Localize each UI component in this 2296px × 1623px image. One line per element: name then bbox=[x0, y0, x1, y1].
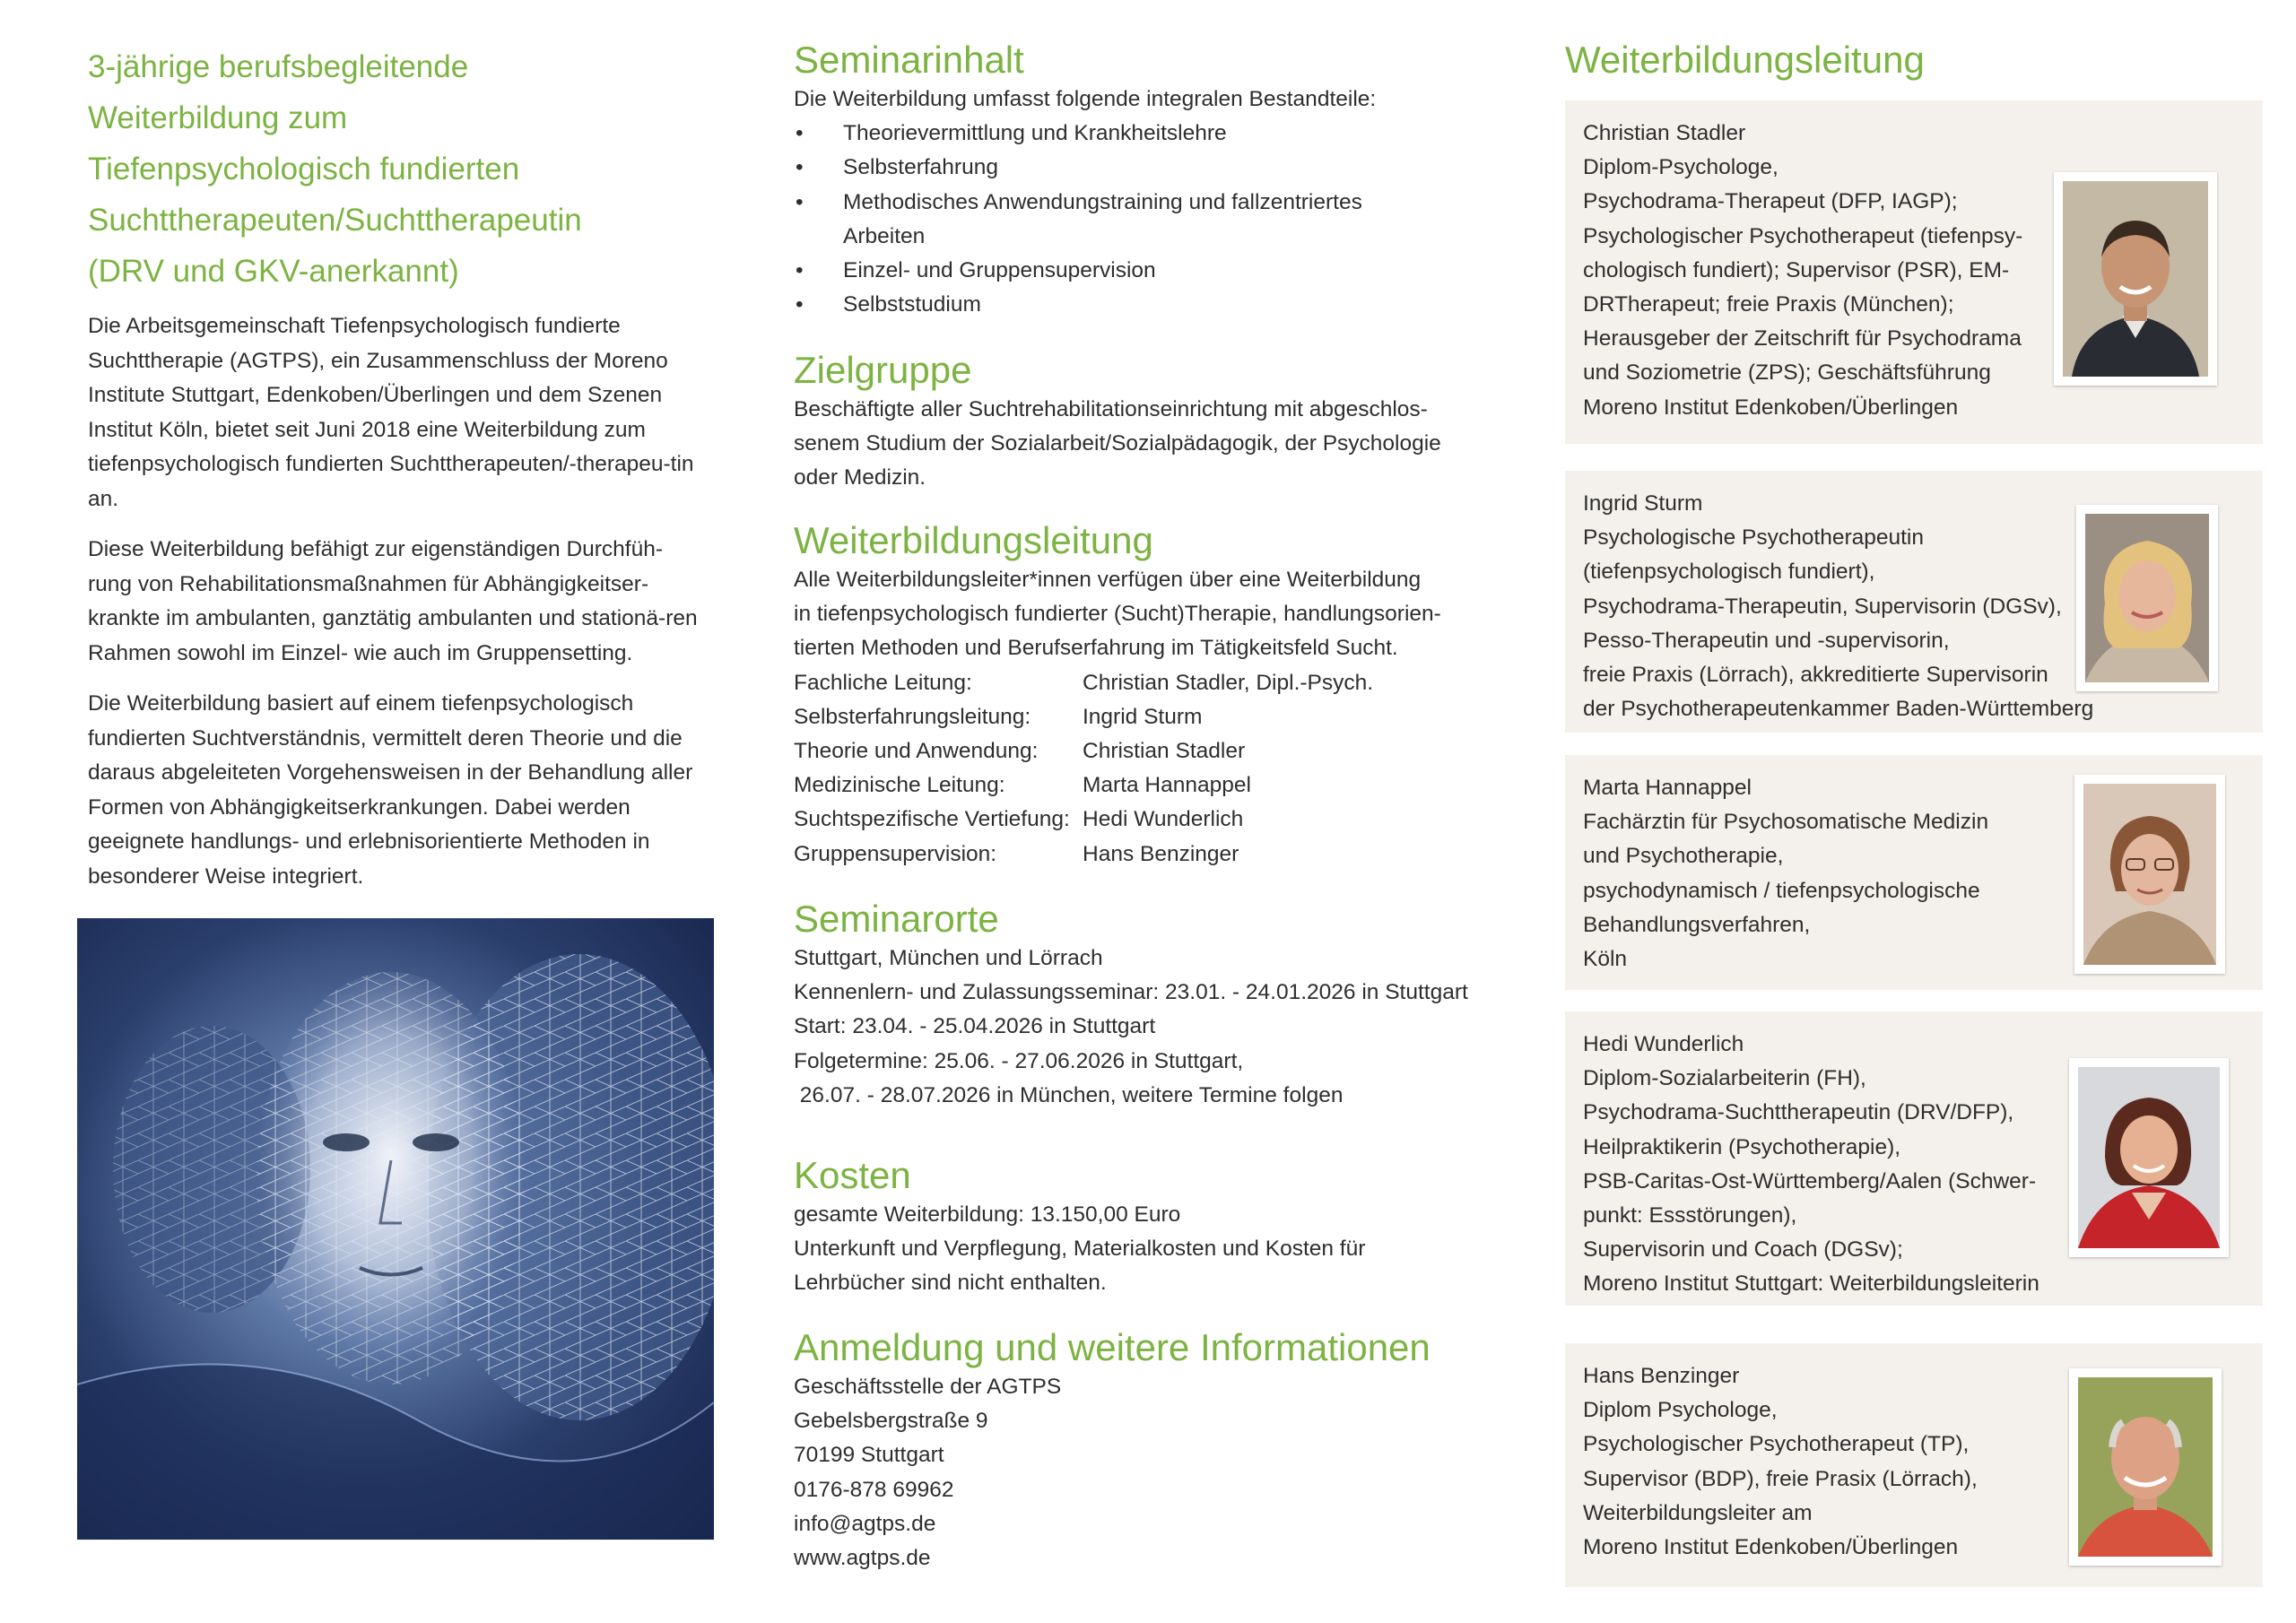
member-name: Hedi Wunderlich bbox=[1583, 1032, 1744, 1056]
intro-title-line: (DRV und GKV-anerkannt) bbox=[88, 254, 459, 289]
member-line: freie Praxis (Lörrach), akkreditierte Supervisorin bbox=[1583, 663, 2048, 688]
seminarinhalt-intro: Die Weiterbildung umfasst folgende integralen Bestandteile: bbox=[794, 87, 1377, 111]
member-line: Behandlungsverfahren, bbox=[1583, 912, 1811, 937]
role-label: Medizinische Leitung: bbox=[794, 773, 1005, 798]
role-label: Theorie und Anwendung: bbox=[794, 739, 1039, 764]
role-row bbox=[794, 803, 1502, 837]
member-line: Psychodrama-Therapeut (DFP, IAGP); bbox=[1583, 189, 1958, 214]
list-item bbox=[794, 288, 1502, 322]
member-line: Moreno Institut Edenkoben/Überlingen bbox=[1583, 1535, 1959, 1560]
zielgruppe-line: Beschäftigte aller Suchtrehabilitationseinrichtung mit abgeschlos- bbox=[794, 397, 1428, 421]
member-line: (tiefenpsychologisch fundiert), bbox=[1583, 560, 1875, 585]
member-line: Psychologischer Psychotherapeut (tiefenpsy- bbox=[1583, 223, 2023, 248]
role-name: Marta Hannappel bbox=[1083, 773, 1251, 798]
intro-title bbox=[88, 41, 698, 297]
team-card-stadler bbox=[1565, 100, 2263, 444]
bullet-icon: • bbox=[796, 258, 804, 283]
member-line: Heilpraktikerin (Psychotherapie), bbox=[1583, 1134, 1901, 1159]
member-line: Herausgeber der Zeitschrift für Psychodrama bbox=[1583, 326, 2022, 352]
zielgruppe-line: senem Studium der Sozialarbeit/Sozialpädagogik, der Psychologie bbox=[794, 431, 1441, 456]
anmeldung-section bbox=[794, 1325, 1502, 1575]
list-item-text: Methodisches Anwendungstraining und fallzentriertes bbox=[843, 189, 1362, 214]
intro-title-line: 3-jährige berufsbegleitende bbox=[88, 49, 469, 84]
team-card-hannappel bbox=[1565, 755, 2263, 990]
member-line: Moreno Institut Edenkoben/Überlingen bbox=[1583, 395, 1959, 420]
section-heading: Anmeldung und weitere Informationen bbox=[794, 1326, 1431, 1368]
section-heading: Weiterbildungsleitung bbox=[794, 519, 1153, 561]
bullet-icon: • bbox=[796, 155, 804, 180]
address-street: Gebelsbergstraße 9 bbox=[794, 1409, 988, 1434]
list-item-text: Selbststudium bbox=[843, 292, 981, 317]
leitung-section bbox=[794, 518, 1502, 872]
team-heading: Weiterbildungsleitung bbox=[1565, 39, 1925, 81]
email-link[interactable]: info@agtps.de bbox=[794, 1511, 936, 1536]
member-line: Psychodrama-Therapeutin, Supervisorin (DGSv), bbox=[1583, 594, 2062, 619]
leitung-line: Alle Weiterbildungsleiter*innen verfügen über eine Weiterbildung bbox=[794, 568, 1422, 592]
member-line: Weiterbildungsleiter am bbox=[1583, 1500, 1813, 1525]
member-line: punkt: Essstörungen), bbox=[1583, 1203, 1797, 1228]
member-line: Diplom-Psychologe, bbox=[1583, 155, 1779, 180]
leitung-line: in tiefenpsychologisch fundierter (Sucht)Therapie, handlungsorien- bbox=[794, 602, 1441, 627]
list-item bbox=[794, 186, 1502, 254]
role-label: Fachliche Leitung: bbox=[794, 670, 972, 695]
role-row bbox=[794, 700, 1502, 734]
member-line: Psychodrama-Suchttherapeutin (DRV/DFP), bbox=[1583, 1100, 2014, 1125]
team-card-benzinger bbox=[1565, 1343, 2263, 1587]
member-name: Marta Hannappel bbox=[1583, 776, 1752, 800]
member-line: Moreno Institut Stuttgart: Weiterbildungsleiterin bbox=[1583, 1271, 2039, 1297]
role-row bbox=[794, 734, 1502, 768]
seminarinhalt-list bbox=[794, 117, 1502, 322]
role-label: Suchtspezifische Vertiefung: bbox=[794, 807, 1070, 832]
role-label: Selbsterfahrungsleitung: bbox=[794, 704, 1031, 729]
kosten-section bbox=[794, 1153, 1502, 1301]
member-line: Supervisor (BDP), freie Prasix (Lörrach), bbox=[1583, 1466, 1978, 1491]
contact-line: Geschäftsstelle der AGTPS bbox=[794, 1375, 1062, 1399]
list-item-text: Einzel- und Gruppensupervision bbox=[843, 258, 1156, 283]
kosten-line: gesamte Weiterbildung: 13.150,00 Euro bbox=[794, 1202, 1181, 1227]
role-name: Hans Benzinger bbox=[1083, 841, 1239, 866]
member-name: Ingrid Sturm bbox=[1583, 491, 1703, 516]
member-line: und Psychotherapie, bbox=[1583, 844, 1784, 869]
role-row bbox=[794, 768, 1502, 803]
intro-title-line: Suchttherapeuten/Suchttherapeutin bbox=[88, 203, 582, 238]
member-line: Psychologische Psychotherapeutin bbox=[1583, 525, 1924, 551]
bullet-icon: • bbox=[796, 292, 804, 317]
member-line: Supervisorin und Coach (DGSv); bbox=[1583, 1237, 1903, 1263]
address-city: 70199 Stuttgart bbox=[794, 1443, 944, 1468]
seminarorte-line: Kennenlern- und Zulassungsseminar: 23.01. - 24.01.2026 in Stuttgart bbox=[794, 980, 1468, 1005]
member-line: chologisch fundiert); Supervisor (PSR), EM- bbox=[1583, 257, 2010, 282]
role-row bbox=[794, 666, 1502, 700]
wireframe-faces-image bbox=[77, 918, 714, 1540]
seminarorte-line: Folgetermine: 25.06. - 27.06.2026 in Stuttgart, bbox=[794, 1048, 1244, 1073]
member-line: Pesso-Therapeutin und -supervisorin, bbox=[1583, 628, 1950, 653]
member-line: Fachärztin für Psychosomatische Medizin bbox=[1583, 810, 1989, 835]
zielgruppe-section bbox=[794, 348, 1502, 496]
member-line: psychodynamisch / tiefenpsychologische bbox=[1583, 878, 1980, 903]
leitung-line: tierten Methoden und Berufserfahrung im Tätigkeitsfeld Sucht. bbox=[794, 636, 1398, 661]
intro-column bbox=[88, 0, 698, 910]
team-card-wunderlich bbox=[1565, 1011, 2263, 1306]
wireframe-faces-illustration bbox=[77, 918, 714, 1540]
member-line: Köln bbox=[1583, 947, 1628, 972]
bullet-icon: • bbox=[796, 121, 804, 146]
section-heading: Seminarorte bbox=[794, 898, 999, 940]
list-item-text: Selbsterfahrung bbox=[843, 155, 998, 180]
intro-paragraph: Die Arbeitsgemeinschaft Tiefenpsychologisch fundierte Suchttherapie (AGTPS), ein Zusammenschluss der Moreno Institute Stuttgart, Edenkoben/Überlingen und dem Szenen Institut Köln, bietet seit Juni 2018 eine Weiterbildung zum tiefenpsychologisch fundierten Suchttherapeuten/-therapeu-tin an. bbox=[88, 314, 694, 511]
member-line: Diplom-Sozialarbeiterin (FH), bbox=[1583, 1066, 1866, 1091]
intro-title-line: Tiefenpsychologisch fundierten bbox=[88, 152, 520, 187]
member-line: PSB-Caritas-Ost-Württemberg/Aalen (Schwer- bbox=[1583, 1168, 2037, 1193]
website-link[interactable]: www.agtps.de bbox=[794, 1546, 931, 1571]
zielgruppe-line: oder Medizin. bbox=[794, 465, 926, 490]
role-name: Hedi Wunderlich bbox=[1083, 807, 1244, 832]
list-item-text: Theorievermittlung und Krankheitslehre bbox=[843, 121, 1227, 146]
section-heading: Zielgruppe bbox=[794, 349, 972, 391]
role-label: Gruppensupervision: bbox=[794, 841, 997, 866]
member-name: Hans Benzinger bbox=[1583, 1364, 1740, 1388]
seminarorte-line: 26.07. - 28.07.2026 in München, weitere Termine folgen bbox=[794, 1082, 1344, 1107]
seminarinhalt-section bbox=[794, 38, 1502, 322]
seminarorte-line: Stuttgart, München und Lörrach bbox=[794, 946, 1103, 970]
list-item bbox=[794, 151, 1502, 185]
role-row bbox=[794, 838, 1502, 872]
list-item bbox=[794, 254, 1502, 288]
role-name: Christian Stadler bbox=[1083, 739, 1246, 764]
list-item bbox=[794, 117, 1502, 151]
role-name: Christian Stadler, Dipl.-Psych. bbox=[1083, 670, 1374, 695]
member-line: Diplom Psychologe, bbox=[1583, 1398, 1778, 1423]
member-line: DRTherapeut; freie Praxis (München); bbox=[1583, 292, 1954, 317]
list-item-text-continued: Arbeiten bbox=[843, 223, 926, 248]
seminarorte-section bbox=[794, 897, 1502, 1113]
intro-paragraph: Die Weiterbildung basiert auf einem tiefenpsychologisch fundierten Suchtverständnis, vermittelt deren Theorie und die daraus abgeleiteten Vorgehensweisen in der Behandlung aller Formen von Abhängigkeitserkrankungen. Dabei werden geeignete handlungs- und erlebnisorientierte Methoden in besonderer Weise integriert. bbox=[88, 691, 693, 889]
team-card-sturm bbox=[1565, 471, 2263, 733]
seminarorte-line: Start: 23.04. - 25.04.2026 in Stuttgart bbox=[794, 1014, 1156, 1039]
intro-paragraph: Diese Weiterbildung befähigt zur eigenständigen Durchfüh-rung von Rehabilitationsmaßnahmen für Abhängigkeitser-krankte im ambulanten, ganztätig ambulanten und stationä-ren Rahmen sowohl im Einzel- wie auch im Gruppensetting. bbox=[88, 537, 698, 665]
section-heading: Kosten bbox=[794, 1154, 911, 1196]
phone-number: 0176-878 69962 bbox=[794, 1477, 954, 1502]
member-line: der Psychotherapeutenkammer Baden-Württemberg bbox=[1583, 697, 2094, 722]
member-line: und Soziometrie (ZPS); Geschäftsführung bbox=[1583, 360, 1991, 386]
section-heading: Seminarinhalt bbox=[794, 39, 1024, 81]
member-name: Christian Stadler bbox=[1583, 121, 1746, 145]
kosten-line: Unterkunft und Verpflegung, Materialkosten und Kosten für bbox=[794, 1237, 1366, 1262]
role-name: Ingrid Sturm bbox=[1083, 704, 1203, 729]
kosten-line: Lehrbücher sind nicht enthalten. bbox=[794, 1271, 1107, 1296]
member-line: Psychologischer Psychotherapeut (TP), bbox=[1583, 1432, 1970, 1457]
intro-title-line: Weiterbildung zum bbox=[88, 100, 348, 135]
bullet-icon: • bbox=[796, 189, 804, 214]
